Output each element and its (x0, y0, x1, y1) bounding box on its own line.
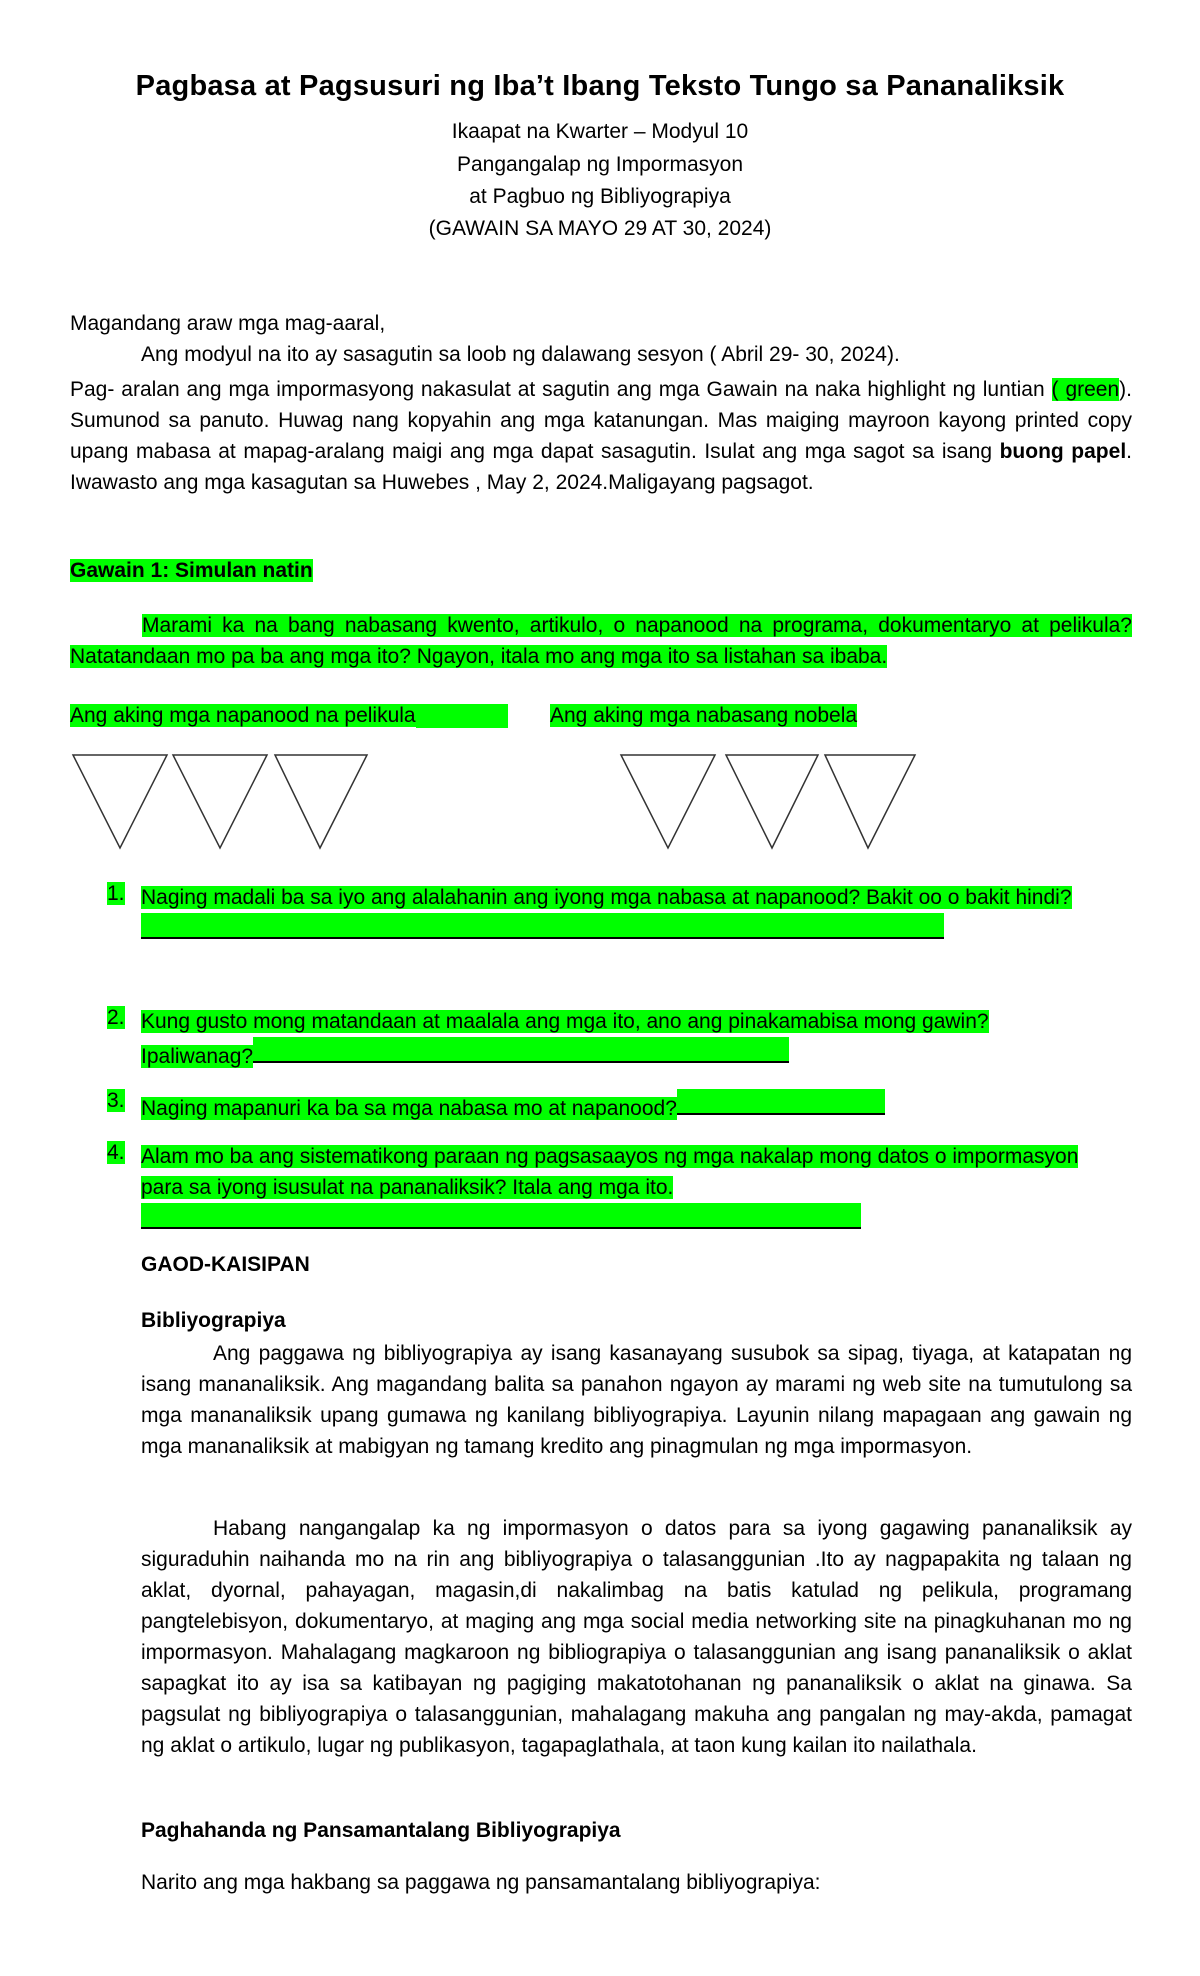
p1-text: Ang paggawa ng bibliyograpiya ay isang kasanayang susubok sa sipag, tiyaga, at katapatan ng isang mananaliksik. Ang magandang balita sa panahon ngayon ay marami ng web site na tumutulong sa mga mananaliksik upang gumawa ng kanilang bibliyograpiya. Layunin nilang mapagaan ang gawain ng mga mananaliksik at mabigyan ng tamang kredito ang pinagmulan ng mga impormasyon. (141, 1342, 1132, 1458)
col-nobela-text: Ang aking mga nabasang nobela (550, 704, 858, 727)
gawain-1-heading (70, 559, 313, 583)
intro-sessions: Ang modyul na ito ay sasagutin sa loob ng dalawang sesyon ( Abril 29- 30, 2024). (141, 343, 900, 366)
green-highlight-word: ( green (1051, 378, 1120, 401)
bibliyograpiya-paragraph-2 (141, 1513, 1132, 1761)
pansamantalang-heading: Paghahanda ng Pansamantalang Bibliyograpiya (141, 1819, 621, 1842)
gawain-1-heading-text: Gawain 1: Simulan natin (70, 559, 313, 582)
p2-text: Habang nangangalap ka ng impormasyon o datos para sa iyong gagawing pananaliksik ay siguraduhin naihanda mo na rin ang bibliyograpiya o talasanggunian .Ito ay nagpapakita ng talaan ng aklat, dyornal, pahayagan, magasin,di nakalimbag na batis katulad ng pelikula, programang pangtelebisyon, dokumentaryo, at maging ang mga social media networking site na pinagkuhanan mo ng impormasyon. Mahalagang magkaroon ng bibliograpiya o talasanggunian ang isang pananaliksik o aklat sapagkat ito ay isa sa katibayan ng pagiging makatotohanan ng pananaliksik o aklat na ginawa. Sa pagsulat ng bibliyograpiya o talasanggunian, mahalagang makuha ang pangalan ng may-akda, pamagat ng aklat o artikulo, lugar ng publikasyon, tagapaglathala, at taon kung kailan ito nailathala. (141, 1517, 1132, 1757)
gawain-1-instruction (70, 610, 1132, 672)
question-3 (141, 1089, 1131, 1124)
question-4-text: Alam mo ba ang sistematikong paraan ng pagsasaayos ng mga nakalap mong datos o impormasyon para sa iyong isusulat na pananaliksik? Itala ang mga ito. (141, 1145, 1079, 1199)
question-2-number: 2. (107, 1006, 125, 1029)
answer-line-3[interactable] (677, 1089, 885, 1115)
intro-paragraph (70, 374, 1132, 498)
topic-line-2: at Pagbuo ng Bibliyograpiya (469, 185, 731, 208)
activity-date: (GAWAIN SA MAYO 29 AT 30, 2024) (428, 217, 772, 240)
triangle-blank (726, 755, 818, 848)
nobela-triangles (618, 752, 918, 852)
question-2 (141, 1006, 1101, 1072)
column-heading-pelikula (70, 704, 508, 728)
question-1-number: 1. (107, 882, 125, 905)
answer-line-4[interactable] (141, 1203, 861, 1229)
gaod-kaisipan-heading: GAOD-KAISIPAN (141, 1253, 310, 1276)
topic-line-1: Pangangalap ng Impormasyon (456, 153, 744, 176)
bibliyograpiya-heading: Bibliyograpiya (141, 1309, 286, 1332)
triangle-blank (825, 755, 915, 848)
hakbang-intro: Narito ang mga hakbang sa paggawa ng pansamantalang bibliyograpiya: (141, 1871, 821, 1894)
pelikula-triangles (70, 752, 370, 852)
triangle-blank (621, 755, 715, 848)
triangle-blank (275, 755, 367, 848)
question-1 (141, 882, 1131, 948)
question-3-text: Naging mapanuri ka ba sa mga nabasa mo at napanood? (141, 1097, 677, 1120)
question-1-text: Naging madali ba sa iyo ang alalahanin ang iyong mga nabasa at napanood? Bakit oo o bakit hindi? (141, 886, 1072, 909)
question-4-number: 4. (107, 1141, 125, 1164)
question-4 (141, 1141, 1081, 1238)
answer-line-1[interactable] (141, 913, 944, 939)
triangle-blank (173, 755, 267, 848)
quarter-module: Ikaapat na Kwarter – Modyul 10 (451, 120, 749, 143)
col-pelikula-text: Ang aking mga napanood na pelikula (70, 704, 416, 727)
intro-bold-text: buong papel (999, 440, 1127, 463)
intro-text-a: Pag- aralan ang mga impormasyong nakasulat at sagutin ang mga Gawain na naka highlight ng luntian (70, 378, 1052, 401)
page-title: Pagbasa at Pagsusuri ng Iba’t Ibang Teksto Tungo sa Pananaliksik (135, 70, 1065, 102)
question-3-number: 3. (107, 1089, 125, 1112)
triangle-blank (73, 755, 167, 848)
column-heading-nobela (550, 704, 857, 728)
intro-text-c: . Iwawasto ang mga kasagutan sa Huwebes , May 2, 2024.Maligayang pagsagot. (70, 440, 1132, 494)
gawain-1-instruction-text: Marami ka na bang nabasang kwento, artikulo, o napanood na programa, dokumentaryo at pelikula? Natatandaan mo pa ba ang mga ito? Ngayon, itala mo ang mga ito sa listahan sa ibaba. (70, 614, 1132, 668)
bibliyograpiya-paragraph-1 (141, 1338, 1132, 1462)
greeting: Magandang araw mga mag-aaral, (70, 312, 386, 335)
question-2-text: Kung gusto mong matandaan at maalala ang mga ito, ano ang pinakamabisa mong gawin? Ipaliwanag? (141, 1010, 989, 1068)
answer-line-2[interactable] (253, 1037, 789, 1063)
intro-text-b: ). Sumunod sa panuto. Huwag nang kopyahin ang mga katanungan. Mas maiging mayroon kayong printed copy upang mabasa at mapag-aralang maigi ang mga dapat sasagutin. Isulat ang mga sagot sa isang (70, 378, 1132, 463)
